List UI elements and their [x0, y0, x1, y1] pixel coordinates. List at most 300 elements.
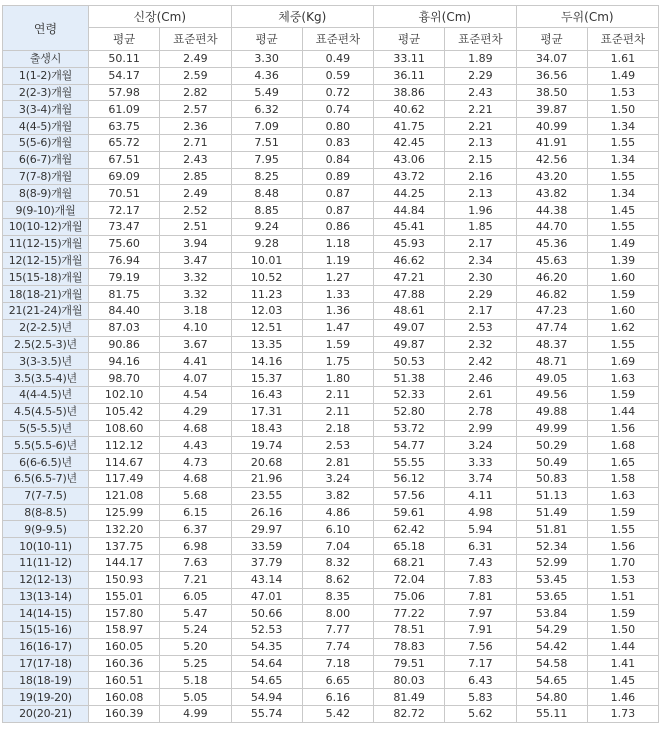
age-cell: 12(12-13): [3, 571, 89, 588]
chest-sd-cell: 4.98: [445, 504, 516, 521]
chest-mean-cell: 47.21: [374, 269, 445, 286]
chest-sd-cell: 5.94: [445, 521, 516, 538]
chest-sd-cell: 2.53: [445, 319, 516, 336]
chest-mean-cell: 55.55: [374, 454, 445, 471]
height-mean-cell: 158.97: [89, 622, 160, 639]
weight-mean-cell: 43.14: [231, 571, 302, 588]
weight-sd-cell: 7.04: [302, 538, 373, 555]
age-cell: 6(6-6.5)년: [3, 454, 89, 471]
head-mean-cell: 54.29: [516, 622, 587, 639]
height-mean-cell: 87.03: [89, 319, 160, 336]
weight-sd-cell: 0.49: [302, 51, 373, 68]
head-mean-cell: 49.56: [516, 386, 587, 403]
height-mean-cell: 108.60: [89, 420, 160, 437]
weight-mean-cell: 7.51: [231, 134, 302, 151]
head-sd-cell: 1.63: [587, 370, 658, 387]
height-sd-cell: 6.05: [160, 588, 231, 605]
chest-mean-cell: 77.22: [374, 605, 445, 622]
chest-sd-cell: 5.83: [445, 689, 516, 706]
age-cell: 12(12-15)개월: [3, 252, 89, 269]
height-sd-cell: 3.32: [160, 269, 231, 286]
chest-sd-cell: 2.16: [445, 168, 516, 185]
head-sd-cell: 1.34: [587, 118, 658, 135]
head-mean-cell: 46.82: [516, 286, 587, 303]
age-cell: 2(2-3)개월: [3, 84, 89, 101]
weight-mean-cell: 23.55: [231, 487, 302, 504]
head-sd-cell: 1.60: [587, 302, 658, 319]
head-sd-cell: 1.69: [587, 353, 658, 370]
height-sd-cell: 2.71: [160, 134, 231, 151]
table-row: [3, 336, 659, 353]
head-sd-cell: 1.45: [587, 202, 658, 219]
chest-sd-cell: 2.99: [445, 420, 516, 437]
head-sd-cell: 1.34: [587, 151, 658, 168]
height-sd-cell: 4.68: [160, 420, 231, 437]
chest-sd-cell: 7.81: [445, 588, 516, 605]
age-cell: 16(16-17): [3, 638, 89, 655]
weight-sd-cell: 0.87: [302, 202, 373, 219]
table-row: [3, 538, 659, 555]
head-sd-cell: 1.55: [587, 336, 658, 353]
weight-sd-cell: 1.27: [302, 269, 373, 286]
head-mean-cell: 44.70: [516, 218, 587, 235]
height-sd-cell: 3.32: [160, 286, 231, 303]
weight-sd-cell: 1.75: [302, 353, 373, 370]
chest-mean-cell: 48.61: [374, 302, 445, 319]
chest-sd-cell: 4.11: [445, 487, 516, 504]
chest-mean-cell: 68.21: [374, 554, 445, 571]
weight-sd-cell: 8.32: [302, 554, 373, 571]
age-cell: 11(11-12): [3, 554, 89, 571]
table-row: [3, 235, 659, 252]
head-mean-cell: 54.58: [516, 655, 587, 672]
weight-mean-cell: 11.23: [231, 286, 302, 303]
chest-sd-cell: 2.32: [445, 336, 516, 353]
head-mean-cell: 45.36: [516, 235, 587, 252]
table-row: [3, 454, 659, 471]
chest-sd-cell: 5.62: [445, 706, 516, 723]
table-row: [3, 370, 659, 387]
height-mean-cell: 160.51: [89, 672, 160, 689]
height-mean-cell: 160.05: [89, 638, 160, 655]
height-mean-cell: 73.47: [89, 218, 160, 235]
chest-sd-cell: 1.89: [445, 51, 516, 68]
chest-mean-cell: 47.88: [374, 286, 445, 303]
chest-sd-cell: 6.43: [445, 672, 516, 689]
chest-mean-cell: 33.11: [374, 51, 445, 68]
age-cell: 18(18-21)개월: [3, 286, 89, 303]
head-group-header: 두위(Cm): [516, 6, 659, 28]
height-mean-cell: 76.94: [89, 252, 160, 269]
head-mean-cell: 54.65: [516, 672, 587, 689]
chest-mean-cell: 44.25: [374, 185, 445, 202]
table-row: [3, 638, 659, 655]
weight-mean-cell: 19.74: [231, 437, 302, 454]
head-sd-cell: 1.55: [587, 521, 658, 538]
weight-sd-cell: 0.86: [302, 218, 373, 235]
chest-sd-cell: 7.97: [445, 605, 516, 622]
head-sd-cell: 1.59: [587, 605, 658, 622]
weight-sd-cell: 4.86: [302, 504, 373, 521]
chest-sd-cell: 3.74: [445, 470, 516, 487]
weight-mean-cell: 10.52: [231, 269, 302, 286]
head-sd-cell: 1.44: [587, 638, 658, 655]
weight-mean-cell: 50.66: [231, 605, 302, 622]
chest-mean-cell: 41.75: [374, 118, 445, 135]
table-row: [3, 353, 659, 370]
weight-mean-cell: 17.31: [231, 403, 302, 420]
age-cell: 10(10-12)개월: [3, 218, 89, 235]
chest-sd-cell: 2.13: [445, 185, 516, 202]
chest-mean-cell: 46.62: [374, 252, 445, 269]
head-sd-cell: 1.51: [587, 588, 658, 605]
weight-mean-cell: 54.65: [231, 672, 302, 689]
chest-sd-cell: 3.33: [445, 454, 516, 471]
height-mean-cell: 160.08: [89, 689, 160, 706]
chest-mean-cell: 42.45: [374, 134, 445, 151]
weight-sd-cell: 2.11: [302, 403, 373, 420]
head-sd-cell: 1.55: [587, 134, 658, 151]
weight-sd-cell: 2.11: [302, 386, 373, 403]
chest-mean-cell: 59.61: [374, 504, 445, 521]
head-sd-cell: 1.56: [587, 538, 658, 555]
table-row: [3, 420, 659, 437]
height-sd-cell: 3.94: [160, 235, 231, 252]
age-cell: 13(13-14): [3, 588, 89, 605]
head-mean-cell: 41.91: [516, 134, 587, 151]
chest-sd-cell: 2.78: [445, 403, 516, 420]
weight-sd-cell: 2.81: [302, 454, 373, 471]
table-body: [3, 51, 659, 723]
chest-mean-cell: 75.06: [374, 588, 445, 605]
head-mean-cell: 46.20: [516, 269, 587, 286]
height-sd-cell: 5.68: [160, 487, 231, 504]
age-cell: 출생시: [3, 51, 89, 68]
head-mean-cell: 49.88: [516, 403, 587, 420]
chest-mean-cell: 43.72: [374, 168, 445, 185]
chest-sd-cell: 1.85: [445, 218, 516, 235]
height-mean-cell: 155.01: [89, 588, 160, 605]
head-mean-cell: 52.34: [516, 538, 587, 555]
weight-sd-cell: 7.18: [302, 655, 373, 672]
chest-mean-cell: 54.77: [374, 437, 445, 454]
head-mean-cell: 55.11: [516, 706, 587, 723]
weight-sd-cell: 7.77: [302, 622, 373, 639]
height-sd-cell: 3.67: [160, 336, 231, 353]
table-row: [3, 151, 659, 168]
height-mean-cell: 121.08: [89, 487, 160, 504]
chest-mean-cell: 43.06: [374, 151, 445, 168]
age-cell: 18(18-19): [3, 672, 89, 689]
chest-mean-cell: 81.49: [374, 689, 445, 706]
height-sd-cell: 6.37: [160, 521, 231, 538]
table-row: [3, 269, 659, 286]
weight-mean-cell: 4.36: [231, 67, 302, 84]
chest-sd-cell: 7.17: [445, 655, 516, 672]
chest-sd-cell: 2.42: [445, 353, 516, 370]
head-mean-cell: 48.37: [516, 336, 587, 353]
height-mean-cell: 57.98: [89, 84, 160, 101]
chest-sd-cell: 2.29: [445, 286, 516, 303]
age-cell: 21(21-24)개월: [3, 302, 89, 319]
head-sd-cell: 1.39: [587, 252, 658, 269]
head-mean-cell: 50.29: [516, 437, 587, 454]
weight-sd-cell: 0.59: [302, 67, 373, 84]
height-group-header: 신장(Cm): [89, 6, 232, 28]
chest-sd-cell: 2.61: [445, 386, 516, 403]
height-mean-cell: 79.19: [89, 269, 160, 286]
chest-sd-cell: 2.34: [445, 252, 516, 269]
age-cell: 11(12-15)개월: [3, 235, 89, 252]
head-sd-cell: 1.63: [587, 487, 658, 504]
chest-mean-header: 평균: [374, 28, 445, 51]
height-sd-cell: 2.82: [160, 84, 231, 101]
chest-sd-cell: 1.96: [445, 202, 516, 219]
age-cell: 10(10-11): [3, 538, 89, 555]
age-cell: 7(7-8)개월: [3, 168, 89, 185]
head-sd-cell: 1.44: [587, 403, 658, 420]
weight-sd-cell: 6.10: [302, 521, 373, 538]
height-sd-cell: 2.59: [160, 67, 231, 84]
height-mean-cell: 114.67: [89, 454, 160, 471]
chest-mean-cell: 52.33: [374, 386, 445, 403]
chest-sd-cell: 2.15: [445, 151, 516, 168]
height-sd-cell: 2.51: [160, 218, 231, 235]
weight-mean-cell: 52.53: [231, 622, 302, 639]
age-column-header: 연령: [3, 6, 89, 51]
head-mean-cell: 49.05: [516, 370, 587, 387]
weight-sd-cell: 1.59: [302, 336, 373, 353]
table-row: [3, 437, 659, 454]
chest-sd-cell: 2.21: [445, 101, 516, 118]
head-sd-cell: 1.68: [587, 437, 658, 454]
head-sd-header: 표준편차: [587, 28, 658, 51]
weight-sd-cell: 3.24: [302, 470, 373, 487]
table-row: [3, 185, 659, 202]
weight-mean-cell: 26.16: [231, 504, 302, 521]
weight-sd-cell: 1.36: [302, 302, 373, 319]
chest-mean-cell: 50.53: [374, 353, 445, 370]
chest-mean-cell: 78.51: [374, 622, 445, 639]
height-sd-cell: 6.98: [160, 538, 231, 555]
head-mean-cell: 45.63: [516, 252, 587, 269]
height-mean-cell: 132.20: [89, 521, 160, 538]
weight-sd-cell: 6.16: [302, 689, 373, 706]
height-sd-cell: 5.05: [160, 689, 231, 706]
weight-sd-cell: 1.47: [302, 319, 373, 336]
chest-mean-cell: 62.42: [374, 521, 445, 538]
weight-sd-cell: 2.18: [302, 420, 373, 437]
height-sd-cell: 2.43: [160, 151, 231, 168]
head-sd-cell: 1.50: [587, 622, 658, 639]
weight-sd-cell: 1.80: [302, 370, 373, 387]
height-mean-cell: 112.12: [89, 437, 160, 454]
head-sd-cell: 1.41: [587, 655, 658, 672]
weight-mean-cell: 9.28: [231, 235, 302, 252]
age-cell: 6.5(6.5-7)년: [3, 470, 89, 487]
chest-sd-cell: 2.30: [445, 269, 516, 286]
height-mean-cell: 63.75: [89, 118, 160, 135]
chest-mean-cell: 65.18: [374, 538, 445, 555]
height-mean-cell: 157.80: [89, 605, 160, 622]
weight-sd-cell: 0.80: [302, 118, 373, 135]
chest-sd-cell: 7.56: [445, 638, 516, 655]
weight-group-header: 체중(Kg): [231, 6, 374, 28]
age-cell: 4.5(4.5-5)년: [3, 403, 89, 420]
chest-sd-cell: 7.83: [445, 571, 516, 588]
growth-table-container: [2, 5, 660, 723]
height-sd-cell: 4.41: [160, 353, 231, 370]
age-cell: 3(3-4)개월: [3, 101, 89, 118]
head-sd-cell: 1.34: [587, 185, 658, 202]
height-mean-cell: 65.72: [89, 134, 160, 151]
weight-mean-cell: 3.30: [231, 51, 302, 68]
height-sd-cell: 4.29: [160, 403, 231, 420]
height-sd-cell: 4.99: [160, 706, 231, 723]
head-sd-cell: 1.56: [587, 420, 658, 437]
head-mean-cell: 54.80: [516, 689, 587, 706]
weight-sd-cell: 0.83: [302, 134, 373, 151]
head-sd-cell: 1.50: [587, 101, 658, 118]
head-mean-cell: 38.50: [516, 84, 587, 101]
height-mean-cell: 144.17: [89, 554, 160, 571]
weight-mean-cell: 8.85: [231, 202, 302, 219]
chest-mean-cell: 82.72: [374, 706, 445, 723]
table-row: [3, 84, 659, 101]
weight-sd-cell: 3.82: [302, 487, 373, 504]
height-sd-cell: 2.85: [160, 168, 231, 185]
height-mean-cell: 160.39: [89, 706, 160, 723]
height-mean-cell: 54.17: [89, 67, 160, 84]
age-cell: 14(14-15): [3, 605, 89, 622]
weight-mean-cell: 9.24: [231, 218, 302, 235]
weight-mean-cell: 8.48: [231, 185, 302, 202]
chest-mean-cell: 45.41: [374, 218, 445, 235]
height-mean-cell: 72.17: [89, 202, 160, 219]
height-mean-cell: 137.75: [89, 538, 160, 555]
age-cell: 9(9-9.5): [3, 521, 89, 538]
weight-sd-cell: 1.18: [302, 235, 373, 252]
table-row: [3, 554, 659, 571]
weight-mean-cell: 5.49: [231, 84, 302, 101]
weight-mean-cell: 15.37: [231, 370, 302, 387]
chest-sd-cell: 2.17: [445, 235, 516, 252]
chest-sd-cell: 2.43: [445, 84, 516, 101]
chest-mean-cell: 79.51: [374, 655, 445, 672]
chest-mean-cell: 52.80: [374, 403, 445, 420]
age-cell: 8(8-9)개월: [3, 185, 89, 202]
head-sd-cell: 1.70: [587, 554, 658, 571]
height-sd-cell: 2.57: [160, 101, 231, 118]
chest-mean-cell: 57.56: [374, 487, 445, 504]
weight-sd-cell: 5.42: [302, 706, 373, 723]
height-sd-header: 표준편차: [160, 28, 231, 51]
chest-mean-cell: 51.38: [374, 370, 445, 387]
head-mean-cell: 39.87: [516, 101, 587, 118]
head-sd-cell: 1.49: [587, 67, 658, 84]
chest-mean-cell: 38.86: [374, 84, 445, 101]
chest-sd-cell: 3.24: [445, 437, 516, 454]
height-mean-cell: 98.70: [89, 370, 160, 387]
height-mean-cell: 70.51: [89, 185, 160, 202]
height-sd-cell: 2.49: [160, 51, 231, 68]
chest-sd-cell: 2.21: [445, 118, 516, 135]
height-mean-cell: 105.42: [89, 403, 160, 420]
weight-sd-cell: 7.74: [302, 638, 373, 655]
age-cell: 5(5-6)개월: [3, 134, 89, 151]
weight-sd-cell: 2.53: [302, 437, 373, 454]
head-mean-cell: 47.23: [516, 302, 587, 319]
weight-mean-header: 평균: [231, 28, 302, 51]
chest-sd-cell: 7.43: [445, 554, 516, 571]
age-cell: 2(2-2.5)년: [3, 319, 89, 336]
height-sd-cell: 4.54: [160, 386, 231, 403]
height-mean-cell: 75.60: [89, 235, 160, 252]
head-sd-cell: 1.55: [587, 218, 658, 235]
height-mean-cell: 84.40: [89, 302, 160, 319]
height-sd-cell: 5.25: [160, 655, 231, 672]
table-row: [3, 134, 659, 151]
weight-sd-cell: 0.87: [302, 185, 373, 202]
age-cell: 3(3-3.5)년: [3, 353, 89, 370]
head-mean-cell: 47.74: [516, 319, 587, 336]
table-row: [3, 504, 659, 521]
height-mean-cell: 81.75: [89, 286, 160, 303]
table-row: [3, 252, 659, 269]
head-sd-cell: 1.53: [587, 571, 658, 588]
height-sd-cell: 2.49: [160, 185, 231, 202]
height-mean-cell: 160.36: [89, 655, 160, 672]
chest-mean-cell: 53.72: [374, 420, 445, 437]
head-mean-cell: 48.71: [516, 353, 587, 370]
table-row: [3, 588, 659, 605]
height-mean-cell: 102.10: [89, 386, 160, 403]
table-row: [3, 51, 659, 68]
chest-sd-cell: 2.17: [445, 302, 516, 319]
chest-sd-cell: 2.29: [445, 67, 516, 84]
height-mean-cell: 90.86: [89, 336, 160, 353]
table-row: [3, 622, 659, 639]
weight-mean-cell: 13.35: [231, 336, 302, 353]
chest-mean-cell: 49.87: [374, 336, 445, 353]
table-row: [3, 403, 659, 420]
table-row: [3, 689, 659, 706]
head-mean-cell: 43.82: [516, 185, 587, 202]
head-sd-cell: 1.73: [587, 706, 658, 723]
table-row: [3, 319, 659, 336]
table-row: [3, 470, 659, 487]
weight-sd-cell: 0.84: [302, 151, 373, 168]
height-sd-cell: 5.24: [160, 622, 231, 639]
weight-sd-cell: 6.65: [302, 672, 373, 689]
table-row: [3, 218, 659, 235]
table-row: [3, 101, 659, 118]
head-mean-cell: 36.56: [516, 67, 587, 84]
weight-sd-cell: 8.62: [302, 571, 373, 588]
head-mean-cell: 51.81: [516, 521, 587, 538]
chest-group-header: 흉위(Cm): [374, 6, 517, 28]
height-sd-cell: 3.47: [160, 252, 231, 269]
chest-sd-cell: 2.13: [445, 134, 516, 151]
weight-mean-cell: 7.95: [231, 151, 302, 168]
age-cell: 20(20-21): [3, 706, 89, 723]
weight-mean-cell: 12.03: [231, 302, 302, 319]
head-sd-cell: 1.62: [587, 319, 658, 336]
weight-sd-cell: 0.72: [302, 84, 373, 101]
head-sd-cell: 1.58: [587, 470, 658, 487]
weight-sd-cell: 1.33: [302, 286, 373, 303]
table-row: [3, 521, 659, 538]
